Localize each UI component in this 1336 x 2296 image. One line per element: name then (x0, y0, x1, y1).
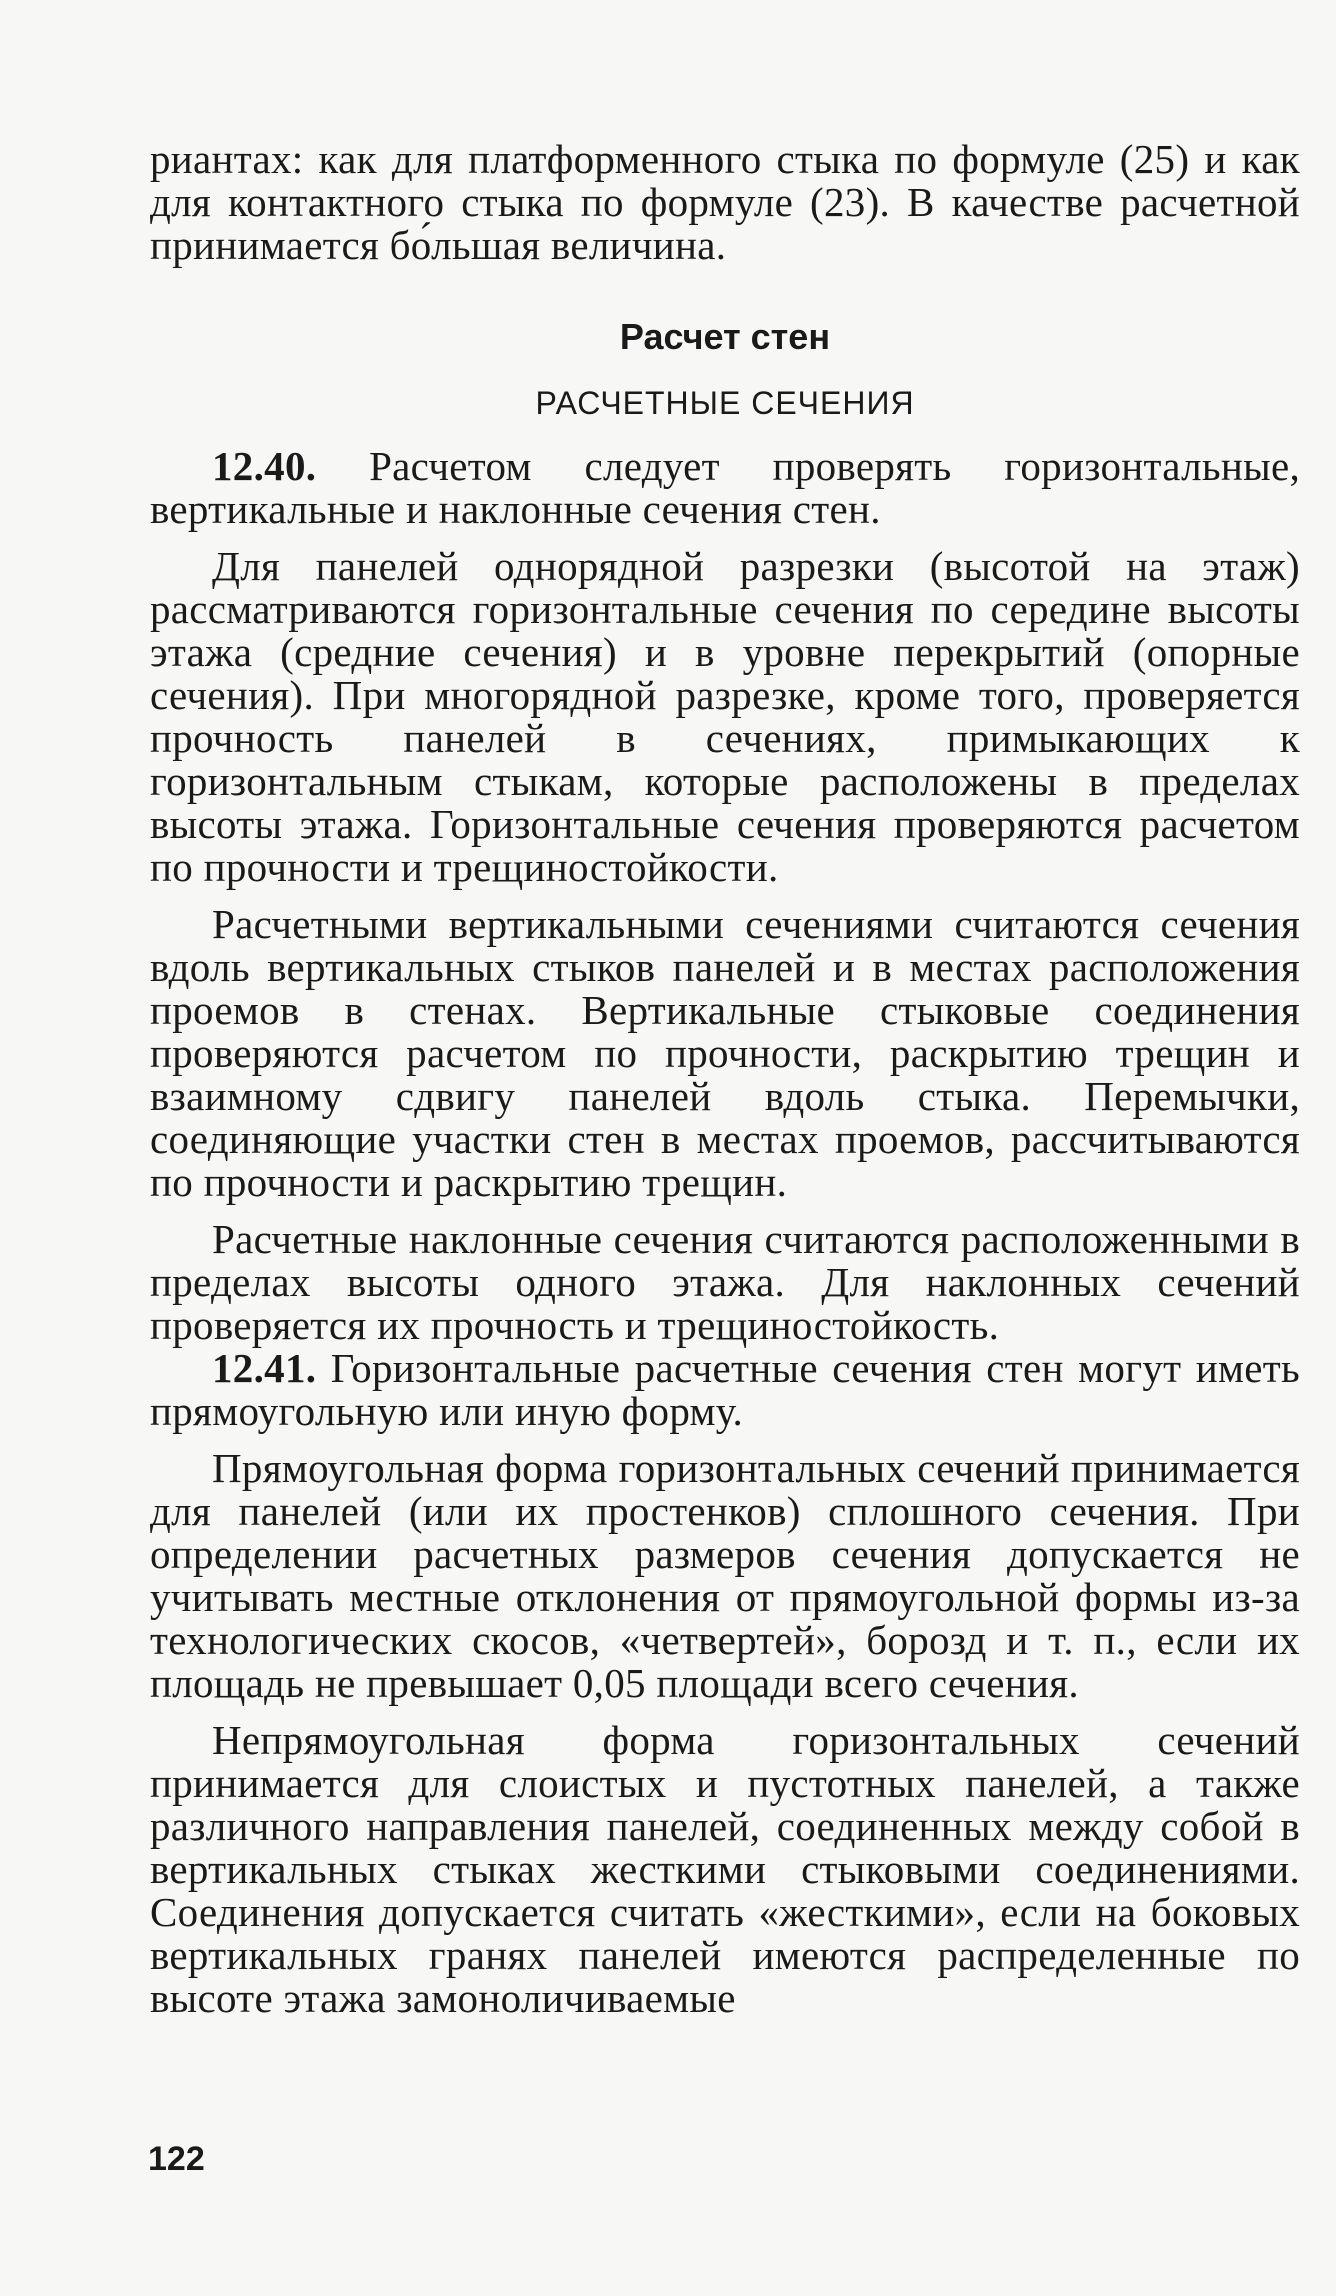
paragraph-inclined-sections: Расчетные наклонные сечения считаются расположенными в пределах высоты одного этажа. Для наклонных сечений проверяется их прочность и трещиностойкость. (150, 1216, 1300, 1348)
section-title: Расчет стен (619, 316, 831, 357)
page-body (150, 138, 1300, 2020)
clause-number: 12.40. (212, 443, 317, 489)
paragraph-text: Горизонтальные расчетные сечения стен могут иметь прямоугольную или иную форму. (150, 1345, 1300, 1434)
paragraph-12-41 (150, 1347, 1300, 1433)
page-number: 122 (148, 2140, 205, 2178)
paragraph-12-40 (150, 445, 1300, 531)
paragraph-text: Расчетом следует проверять горизонтальные, вертикальные и наклонные сечения стен. (150, 443, 1300, 532)
paragraph-nonrectangular-form: Непрямоугольная форма горизонтальных сечений принимается для слоистых и пустотных панелей, а также различного направления панелей, соединенных между собой в вертикальных стыках жесткими стыковыми соединениями. Соединения допускается считать «жесткими», если на боковых вертикальных гранях панелей имеются распределенные по высоте этажа замоноличиваемые (150, 1717, 1300, 2021)
paragraph-rectangular-form: Прямоугольная форма горизонтальных сечений принимается для панелей (или их простенков) сплошного сечения. При определении расчетных размеров сечения допускается не учитывать местные отклонения от прямоугольной формы из-за технологических скосов, «четвертей», борозд и т. п., если их площадь не превышает 0,05 площади всего сечения. (150, 1445, 1300, 1706)
paragraph-continuation: риантах: как для платформенного стыка по формуле (25) и как для контактного стыка по формуле (23). В качестве расчетной принимается бо́льшая величина. (150, 136, 1300, 268)
clause-number: 12.41. (212, 1345, 317, 1391)
paragraph-single-row: Для панелей однорядной разрезки (высотой на этаж) рассматриваются горизонтальные сечения по середине высоты этажа (средние сечения) и в уровне перекрытий (опорные сечения). При многорядной разрезке, кроме того, проверяется прочность панелей в сечениях, примыкающих к горизонтальным стыкам, которые расположены в пределах высоты этажа. Горизонтальные сечения проверяются расчетом по прочности и трещиностойкости. (150, 543, 1300, 890)
subsection-title: РАСЧЕТНЫЕ СЕЧЕНИЯ (535, 385, 915, 421)
paragraph-vertical-sections: Расчетными вертикальными сечениями считаются сечения вдоль вертикальных стыков панелей и в местах расположения проемов в стенах. Вертикальные стыковые соединения проверяются расчетом по прочности, раскрытию трещин и взаимному сдвигу панелей вдоль стыка. Перемычки, соединяющие участки стен в местах проемов, рассчитываются по прочности и раскрытию трещин. (150, 901, 1300, 1205)
